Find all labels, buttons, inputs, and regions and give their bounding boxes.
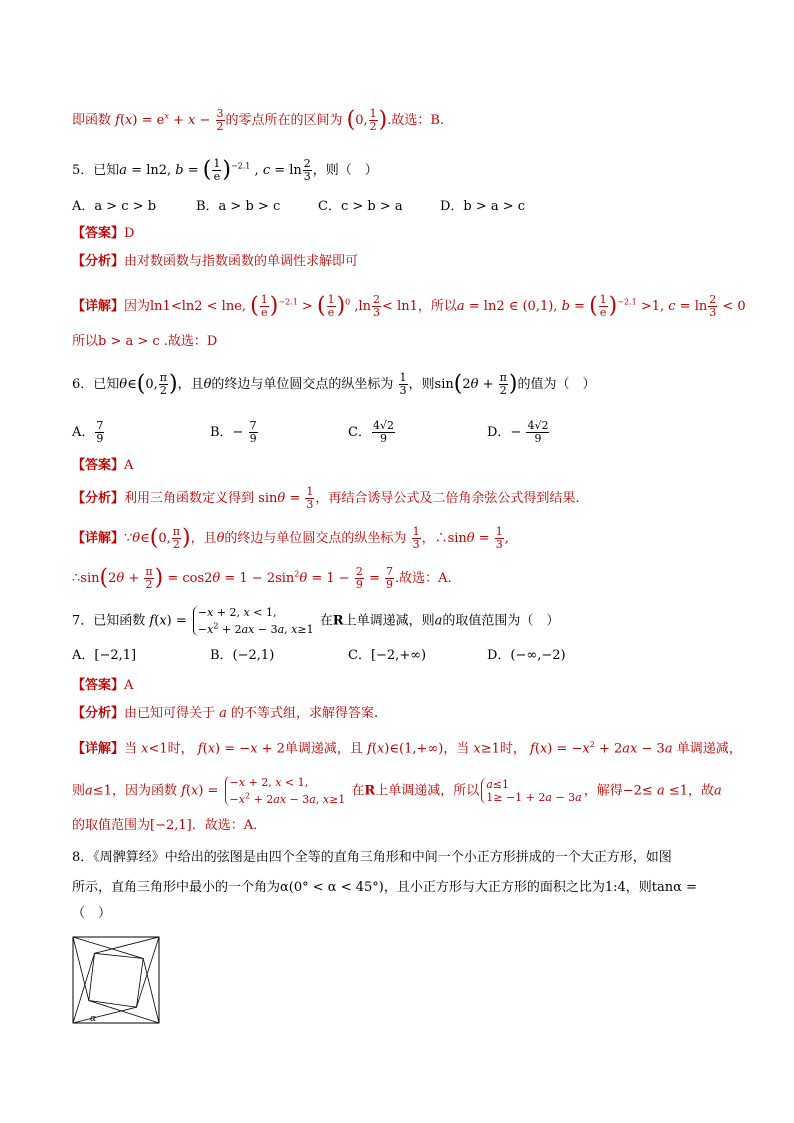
q8-stem-line3: （ ） xyxy=(72,906,112,921)
q5-option-c: C．c > b > a xyxy=(318,199,403,214)
q7-stem: 7．已知函数 f(x) = −x + 2, x < 1, $-x^2 + 2ax - 3a$, x≥1 在R上单调递减，则a的取值范围为（ ） xyxy=(72,606,560,636)
answer-tag: 【答案】 xyxy=(72,226,125,241)
q5-option-a: A．a > c > b xyxy=(72,199,157,214)
answer-tag: 【答案】 xyxy=(72,458,125,473)
q5-answer xyxy=(72,226,134,242)
q7-analysis: 【分析】由已知可得关于 a 的不等式组，求解得答案. xyxy=(72,706,379,721)
detail-tag: 【详解】 xyxy=(72,531,125,546)
analysis-tag: 【分析】 xyxy=(72,706,125,721)
q6-detail-line1: 【详解】∵θ∈(0, $\frac{\pi}{2}$ )，且θ的终边与单位圆交点的纵坐标为 $\frac{1}{3}$ ，∴sinθ = $\frac{1}{3}$ , xyxy=(72,525,509,551)
q8-stem-line2: 所示，直角三角形中最小的一个角为α(0° < α < 45°)，且小正方形与大正方形的面积之比为1:4，则tanα = xyxy=(72,880,697,895)
q5-answer-value: D xyxy=(124,226,135,241)
analysis-tag: 【分析】 xyxy=(72,254,125,269)
q8-stem-line1: 8．《周髀算经》中给出的弦图是由四个全等的直角三角形和中间一个小正方形拼成的一个大正方形，如图 xyxy=(72,850,672,865)
q6-stem: 6．已知θ∈(0, $\frac{\pi}{2}$ )，且θ的终边与单位圆交点的纵坐标为 $\frac{1}{3}$ ，则sin(2θ + $\frac{\pi}{2}$ )的值为（ ） xyxy=(72,371,596,397)
detail-tag: 【详解】 xyxy=(72,741,125,757)
inner-square xyxy=(89,953,143,1007)
q7-answer-value: A xyxy=(124,678,134,693)
q6-option-d: D．− $\frac{4√2}{9}$ xyxy=(487,419,549,445)
q7-detail-line1: 【详解】当 x<1时， f(x) = −x + 2单调递减，且 f(x)∈(1,+∞)，当 x≥1时， $f(x) = -x^2 + 2ax - 3a$ 单调递减， xyxy=(72,740,742,757)
q6-answer xyxy=(72,458,133,474)
q7-detail-line3: 的取值范围为[−2,1]．故选：A． xyxy=(72,818,267,833)
answer-tag: 【答案】 xyxy=(72,678,125,693)
q5-stem: 5．已知a = ln2, b = ( $\frac{1}{e}$ )$^{-2.1}$ , c = ln $\frac{2}{3}$ ，则（ ） xyxy=(72,157,378,183)
chord-diagram-figure xyxy=(72,936,164,1028)
q6-option-b: B．− $\frac{7}{9}$ xyxy=(210,419,257,445)
q7-option-d: D．(−∞,−2) xyxy=(487,648,566,663)
detail-tag: 【详解】 xyxy=(72,299,125,314)
q6-option-a: A． $\frac{7}{9}$ xyxy=(72,419,104,445)
analysis-tag: 【分析】 xyxy=(72,491,125,506)
q5-option-b: B．a > b > c xyxy=(196,199,281,214)
q7-option-c: C．[−2,+∞) xyxy=(348,648,427,663)
alpha-label: α xyxy=(90,1014,97,1024)
q5-detail-line1: 【详解】因为ln1<ln2 < lne, ( $\frac{1}{e}$ )$^{-2.1}$ > ( $\frac{1}{e}$ )$^0$ ,ln $\frac{2}{3}$ < ln1，所以a = ln2 ∈ (0,1), b = ( $\frac{1}{e}$ )$^{-2.1}$ >1, c = ln $\frac{2}{3}$ < 0 xyxy=(72,293,746,319)
q6-answer-value: A xyxy=(124,458,134,473)
q5-analysis-text: 由对数函数与指数函数的单调性求解即可 xyxy=(124,254,359,269)
q6-option-c: C． $\frac{4√2}{9}$ xyxy=(348,419,394,445)
q5-option-d: D．b > a > c xyxy=(440,199,526,214)
q6-detail-line2: ∴sin(2θ + $\frac{\pi}{2}$ ) = $\cos 2\theta = 1 - 2\sin^2\theta = 1$ − $\frac{2}{9}$ = $\frac{7}{9}$ .故选：A. xyxy=(72,565,452,591)
q7-option-a: A．[−2,1] xyxy=(72,648,137,663)
q7-detail-line2: 则a≤1，因为函数 f(x) = −x + 2, x < 1, $-x^2 + 2ax - 3a$, x≥1 在R上单调递减，所以 a≤1 1≥ −1 + 2a − 3a ，解得−2≤ a ≤1，故a xyxy=(72,776,722,806)
previous-solution-conclusion: 即函数 $f(x) = e^x + x$ − $\frac{3}{2}$ 的零点所在的区间为 (0, $\frac{1}{2}$ ).故选：B. xyxy=(72,107,445,133)
q5-analysis xyxy=(72,254,358,270)
q6-analysis: 【分析】利用三角函数定义得到 sinθ = $\frac{1}{3}$ ，再结合诱导公式及二倍角余弦公式得到结果. xyxy=(72,485,580,511)
q7-option-b: B．(−2,1) xyxy=(210,648,275,663)
q7-answer xyxy=(72,678,133,694)
q5-detail-line2: 所以b > a > c .故选：D xyxy=(72,334,218,349)
